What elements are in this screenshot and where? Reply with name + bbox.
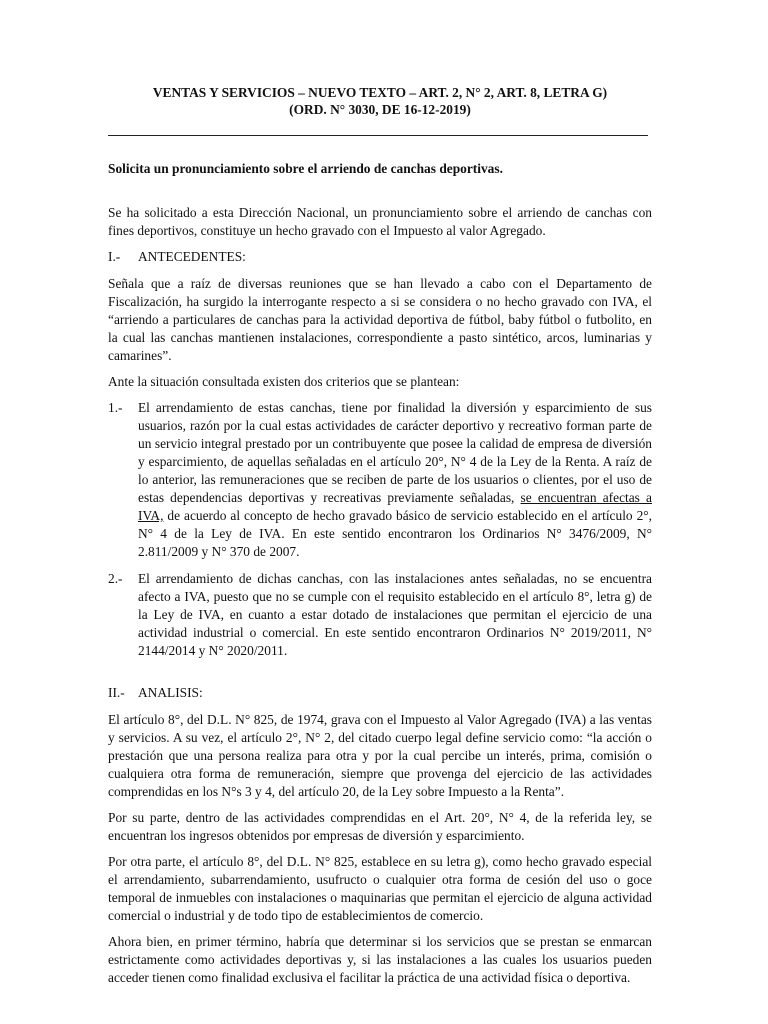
underlined-text: se encuentran afectas a IVA, bbox=[138, 490, 652, 523]
section-title: ANTECEDENTES: bbox=[138, 249, 246, 264]
section-heading-analisis bbox=[108, 684, 652, 702]
list-item bbox=[108, 399, 652, 561]
section-title: ANALISIS: bbox=[138, 685, 203, 700]
list-item bbox=[108, 570, 652, 660]
title-divider bbox=[108, 135, 648, 136]
subject-line: Solicita un pronunciamiento sobre el arriendo de canchas deportivas. bbox=[108, 161, 503, 176]
list-item-number: 1.- bbox=[108, 400, 123, 415]
section-number: II.- bbox=[108, 685, 125, 700]
analysis-paragraph: Ahora bien, en primer término, habría que determinar si los servicios que se prestan se enmarcan estrictamente como actividades deportivas y, si las instalaciones a las cuales los usuarios pueden acceder tienen como finalidad exclusiva el facilitar la práctica de una actividad física o deportiva. bbox=[108, 934, 652, 985]
section-heading-antecedentes bbox=[108, 248, 652, 266]
list-item-number: 2.- bbox=[108, 571, 123, 586]
criteria-intro: Ante la situación consultada existen dos criterios que se plantean: bbox=[108, 374, 460, 389]
analysis-paragraph: El artículo 8°, del D.L. N° 825, de 1974, grava con el Impuesto al Valor Agregado (IVA) a las ventas y servicios. A su vez, el artículo 2°, N° 2, del citado cuerpo legal define servicio como: “la acción o prestación que una persona realiza para otra y por la cual percibe un interés, prima, comisión o cualquiera otra forma de remuneración, siempre que provenga del ejercicio de las actividades comprendidas en los N°s 3 y 4, del artículo 20, de la Ley sobre Impuesto a la Renta”. bbox=[108, 712, 652, 799]
document-body bbox=[108, 204, 652, 987]
list-item-text: El arrendamiento de estas canchas, tiene por finalidad la diversión y esparcimiento de sus usuarios, razón por la cual estas actividades de carácter deportivo y recreativo forman parte de un servicio integral prestado por un contribuyente que posee la calidad de empresa de diversión y esparcimiento, de aquellas señaladas en el artículo 20°, N° 4 de la Ley de la Renta. A raíz de lo anterior, las remuneraciones que se reciben de parte de los usuarios o clientes, por el uso de estas dependencias deportivas y recreativas previamente señaladas, se encuentran afectas a IVA, de acuerdo al concepto de hecho gravado básico de servicio establecido en el artículo 2°, N° 4 de la Ley de IVA. En este sentido encontraron los Ordinarios N° 3476/2009, N° 2.811/2009 y N° 370 de 2007. bbox=[138, 400, 652, 559]
list-item-text: El arrendamiento de dichas canchas, con las instalaciones antes señaladas, no se encuentra afecto a IVA, puesto que no se cumple con el requisito establecido en el artículo 8°, letra g) de la Ley de IVA, en cuanto a estar dotado de instalaciones que permitan el ejercicio de una actividad industrial o comercial. En este sentido encontraron Ordinarios N° 2019/2011, N° 2144/2014 y N° 2020/2011. bbox=[138, 571, 652, 658]
document-title: VENTAS Y SERVICIOS – NUEVO TEXTO – ART. 2, N° 2, ART. 8, LETRA G) bbox=[152, 85, 608, 100]
antecedentes-paragraph: Señala que a raíz de diversas reuniones que se han llevado a cabo con el Departamento de Fiscalización, ha surgido la interrogante respecto a si se considera o no hecho gravado con IVA, el “arriendo a particulares de canchas para la actividad deportiva de fútbol, baby fútbol o futbolito, en la cual las canchas mantienen instalaciones, correspondiente a pasto sintético, arcos, luminarias y camarines”. bbox=[108, 276, 652, 363]
analysis-paragraph: Por su parte, dentro de las actividades comprendidas en el Art. 20°, N° 4, de la referida ley, se encuentran los ingresos obtenidos por empresas de diversión y esparcimiento. bbox=[108, 810, 652, 843]
analysis-paragraph: Por otra parte, el artículo 8°, del D.L. N° 825, establece en su letra g), como hecho gravado especial el arrendamiento, subarrendamiento, usufructo o cualquier otra forma de cesión del uso o goce temporal de inmuebles con instalaciones o maquinarias que permitan el ejercicio de alguna actividad comercial o industrial y de todo tipo de establecimientos de comercio. bbox=[108, 854, 652, 923]
intro-paragraph: Se ha solicitado a esta Dirección Nacional, un pronunciamiento sobre el arriendo de canchas con fines deportivos, constituye un hecho gravado con el Impuesto al valor Agregado. bbox=[108, 205, 652, 238]
section-number: I.- bbox=[108, 249, 121, 264]
document-reference: (ORD. N° 3030, DE 16-12-2019) bbox=[289, 102, 471, 117]
